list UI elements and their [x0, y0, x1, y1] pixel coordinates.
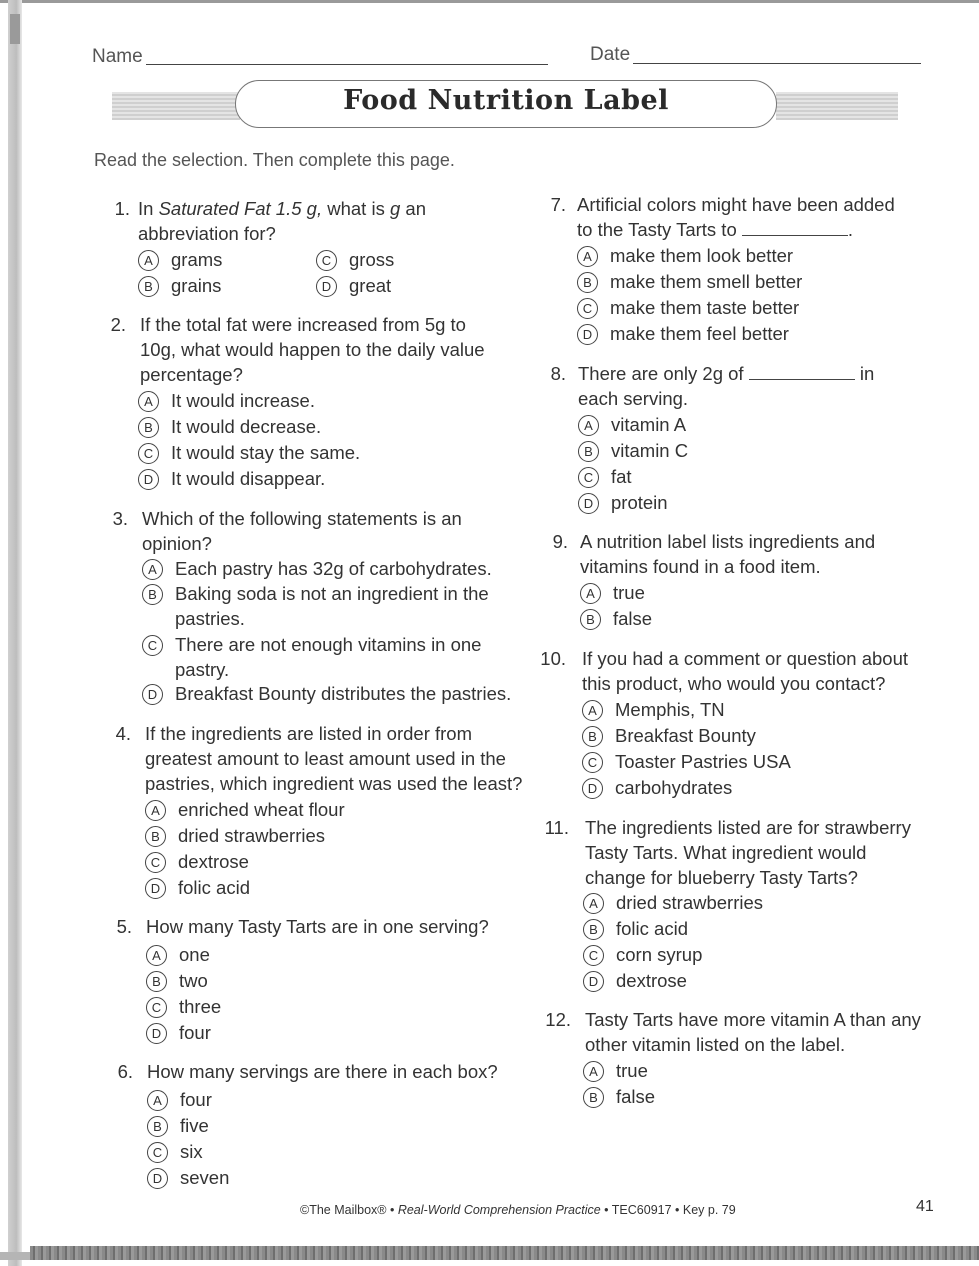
date-label: Date: [590, 44, 631, 65]
bubble-icon[interactable]: A: [142, 559, 163, 580]
bubble-icon[interactable]: A: [582, 700, 603, 721]
question-5: [106, 914, 526, 1044]
option-d[interactable]: D protein: [578, 490, 668, 515]
banner-left-stripes: [112, 92, 240, 120]
bubble-icon[interactable]: C: [145, 852, 166, 873]
option-b[interactable]: B false: [583, 1084, 655, 1109]
question-number: 3.: [112, 508, 128, 529]
bubble-icon[interactable]: A: [147, 1090, 168, 1111]
bubble-icon[interactable]: A: [577, 246, 598, 267]
option-c[interactable]: C It would stay the same.: [138, 440, 360, 465]
bubble-icon[interactable]: B: [138, 276, 159, 297]
question-stem: The ingredients listed are for strawberry Tasty Tarts. What ingredient would change for blueberry Tasty Tarts?: [585, 817, 911, 888]
bubble-icon[interactable]: A: [138, 250, 159, 271]
option-d[interactable]: D four: [146, 1020, 211, 1045]
name-field[interactable]: [146, 64, 548, 65]
option-b[interactable]: B Breakfast Bounty: [582, 723, 756, 748]
bottom-edge-bar: [30, 1246, 979, 1260]
question-number: 1.: [114, 198, 130, 219]
question-7: [540, 192, 940, 352]
option-a[interactable]: A true: [583, 1058, 648, 1083]
answer-blank[interactable]: [742, 235, 848, 236]
question-stem: How many servings are there in each box?: [147, 1061, 498, 1082]
name-label: Name: [92, 46, 143, 67]
question-stem: Artificial colors might have been added to the Tasty Tarts to .: [577, 194, 895, 240]
question-number: 10.: [540, 648, 566, 669]
option-a[interactable]: A make them look better: [577, 243, 793, 268]
option-d[interactable]: D carbohydrates: [582, 775, 732, 800]
option-c[interactable]: C fat: [578, 464, 632, 489]
option-c[interactable]: C dextrose: [145, 849, 249, 874]
question-number: 4.: [115, 723, 131, 744]
option-d[interactable]: D seven: [147, 1165, 229, 1190]
option-c[interactable]: C three: [146, 994, 221, 1019]
question-8: [540, 361, 940, 521]
bubble-icon[interactable]: A: [138, 391, 159, 412]
option-c[interactable]: C six: [147, 1139, 203, 1164]
option-a[interactable]: A It would increase.: [138, 388, 315, 413]
question-9: [542, 529, 942, 639]
bubble-icon[interactable]: C: [578, 467, 599, 488]
bubble-icon[interactable]: C: [582, 752, 603, 773]
option-a[interactable]: A grams: [138, 247, 222, 272]
option-c[interactable]: C make them taste better: [577, 295, 799, 320]
question-stem: If the total fat were increased from 5g to 10g, what would happen to the daily value percentage?: [140, 314, 485, 385]
bubble-icon[interactable]: D: [142, 684, 163, 705]
question-number: 7.: [550, 194, 566, 215]
option-b[interactable]: B vitamin C: [578, 438, 688, 463]
option-a[interactable]: A four: [147, 1087, 212, 1112]
bubble-icon[interactable]: C: [147, 1142, 168, 1163]
question-number: 11.: [544, 817, 569, 838]
bubble-icon[interactable]: C: [577, 298, 598, 319]
question-number: 8.: [550, 363, 566, 384]
question-12: [545, 1007, 945, 1117]
question-number: 2.: [110, 314, 126, 335]
bubble-icon[interactable]: C: [142, 635, 163, 656]
option-d[interactable]: D dextrose: [583, 968, 687, 993]
option-a[interactable]: A vitamin A: [578, 412, 686, 437]
question-4: [105, 721, 535, 901]
footer-credit: ©The Mailbox® • Real-World Comprehension Practice • TEC60917 • Key p. 79: [300, 1203, 736, 1217]
question-stem: Which of the following statements is an opinion?: [142, 508, 462, 554]
option-b[interactable]: B It would decrease.: [138, 414, 321, 439]
bubble-icon[interactable]: D: [138, 469, 159, 490]
option-d[interactable]: D make them feel better: [577, 321, 789, 346]
bubble-icon[interactable]: C: [146, 997, 167, 1018]
option-a[interactable]: A enriched wheat flour: [145, 797, 345, 822]
question-3: [102, 506, 532, 706]
question-number: 6.: [117, 1061, 133, 1082]
bubble-icon[interactable]: B: [583, 919, 604, 940]
option-d[interactable]: D Breakfast Bounty distributes the pastries.: [142, 681, 511, 706]
option-d[interactable]: D great: [316, 273, 391, 298]
option-c[interactable]: C corn syrup: [583, 942, 702, 967]
option-b-continued: pastries.: [175, 608, 245, 629]
option-c[interactable]: C gross: [316, 247, 394, 272]
top-edge-rule: [0, 0, 979, 3]
bubble-icon[interactable]: A: [583, 893, 604, 914]
left-binding-edge: [8, 0, 22, 1266]
bubble-icon[interactable]: B: [583, 1087, 604, 1108]
bubble-icon[interactable]: D: [145, 878, 166, 899]
bubble-icon[interactable]: D: [577, 324, 598, 345]
question-stem: If you had a comment or question about this product, who would you contact?: [582, 648, 909, 694]
option-b[interactable]: B make them smell better: [577, 269, 802, 294]
bubble-icon[interactable]: D: [583, 971, 604, 992]
option-b[interactable]: B false: [580, 606, 652, 631]
option-c[interactable]: C There are not enough vitamins in one: [142, 632, 481, 657]
bubble-icon[interactable]: C: [138, 443, 159, 464]
option-b[interactable]: B Baking soda is not an ingredient in the: [142, 581, 489, 606]
bubble-icon[interactable]: D: [578, 493, 599, 514]
option-b[interactable]: B grains: [138, 273, 221, 298]
question-6: [107, 1059, 527, 1189]
question-stem: Tasty Tarts have more vitamin A than any other vitamin listed on the label.: [585, 1009, 921, 1055]
option-b[interactable]: B two: [146, 968, 208, 993]
answer-blank[interactable]: [749, 379, 855, 380]
question-stem: There are only 2g of in each serving.: [578, 363, 875, 409]
option-c[interactable]: C Toaster Pastries USA: [582, 749, 791, 774]
bubble-icon[interactable]: D: [147, 1168, 168, 1189]
question-stem: If the ingredients are listed in order from greatest amount to least amount used in the pastries, which ingredient was used the least?: [145, 723, 523, 794]
bubble-icon[interactable]: B: [147, 1116, 168, 1137]
bubble-icon[interactable]: D: [146, 1023, 167, 1044]
bubble-icon[interactable]: B: [580, 609, 601, 630]
question-11: [543, 815, 943, 995]
date-field[interactable]: [633, 63, 921, 64]
option-b[interactable]: B folic acid: [583, 916, 688, 941]
option-d[interactable]: D folic acid: [145, 875, 250, 900]
question-number: 5.: [116, 916, 132, 937]
bubble-icon[interactable]: D: [582, 778, 603, 799]
bubble-icon[interactable]: B: [142, 584, 163, 605]
bubble-icon[interactable]: C: [316, 250, 337, 271]
question-2: [100, 312, 520, 492]
bubble-icon[interactable]: A: [583, 1061, 604, 1082]
instructions: Read the selection. Then complete this page.: [94, 150, 455, 170]
page-number: 41: [916, 1198, 934, 1215]
option-a[interactable]: A dried strawberries: [583, 890, 763, 915]
option-a[interactable]: A Memphis, TN: [582, 697, 725, 722]
question-10: [540, 646, 940, 806]
bubble-icon[interactable]: C: [583, 945, 604, 966]
option-a[interactable]: A true: [580, 580, 645, 605]
option-b[interactable]: B dried strawberries: [145, 823, 325, 848]
bubble-icon[interactable]: D: [316, 276, 337, 297]
bubble-icon[interactable]: B: [146, 971, 167, 992]
bubble-icon[interactable]: A: [146, 945, 167, 966]
bubble-icon[interactable]: A: [145, 800, 166, 821]
bubble-icon[interactable]: A: [580, 583, 601, 604]
question-stem: How many Tasty Tarts are in one serving?: [146, 916, 489, 937]
bubble-icon[interactable]: B: [582, 726, 603, 747]
page-title: Food Nutrition Label: [343, 85, 669, 116]
bubble-icon[interactable]: B: [138, 417, 159, 438]
question-stem: A nutrition label lists ingredients and vitamins found in a food item.: [580, 531, 876, 577]
option-c-continued: pastry.: [175, 659, 230, 680]
question-stem: In Saturated Fat 1.5 g, what is g an abbreviation for?: [138, 198, 426, 244]
bubble-icon[interactable]: A: [578, 415, 599, 436]
question-number: 9.: [552, 531, 568, 552]
bubble-icon[interactable]: B: [577, 272, 598, 293]
option-a[interactable]: A one: [146, 942, 210, 967]
option-d[interactable]: D It would disappear.: [138, 466, 325, 491]
option-a[interactable]: A Each pastry has 32g of carbohydrates.: [142, 556, 492, 581]
bubble-icon[interactable]: B: [145, 826, 166, 847]
banner-right-stripes: [776, 92, 898, 120]
question-number: 12.: [545, 1009, 571, 1030]
title-banner: [235, 80, 777, 128]
question-1: [104, 196, 524, 306]
option-b[interactable]: B five: [147, 1113, 209, 1138]
bubble-icon[interactable]: B: [578, 441, 599, 462]
